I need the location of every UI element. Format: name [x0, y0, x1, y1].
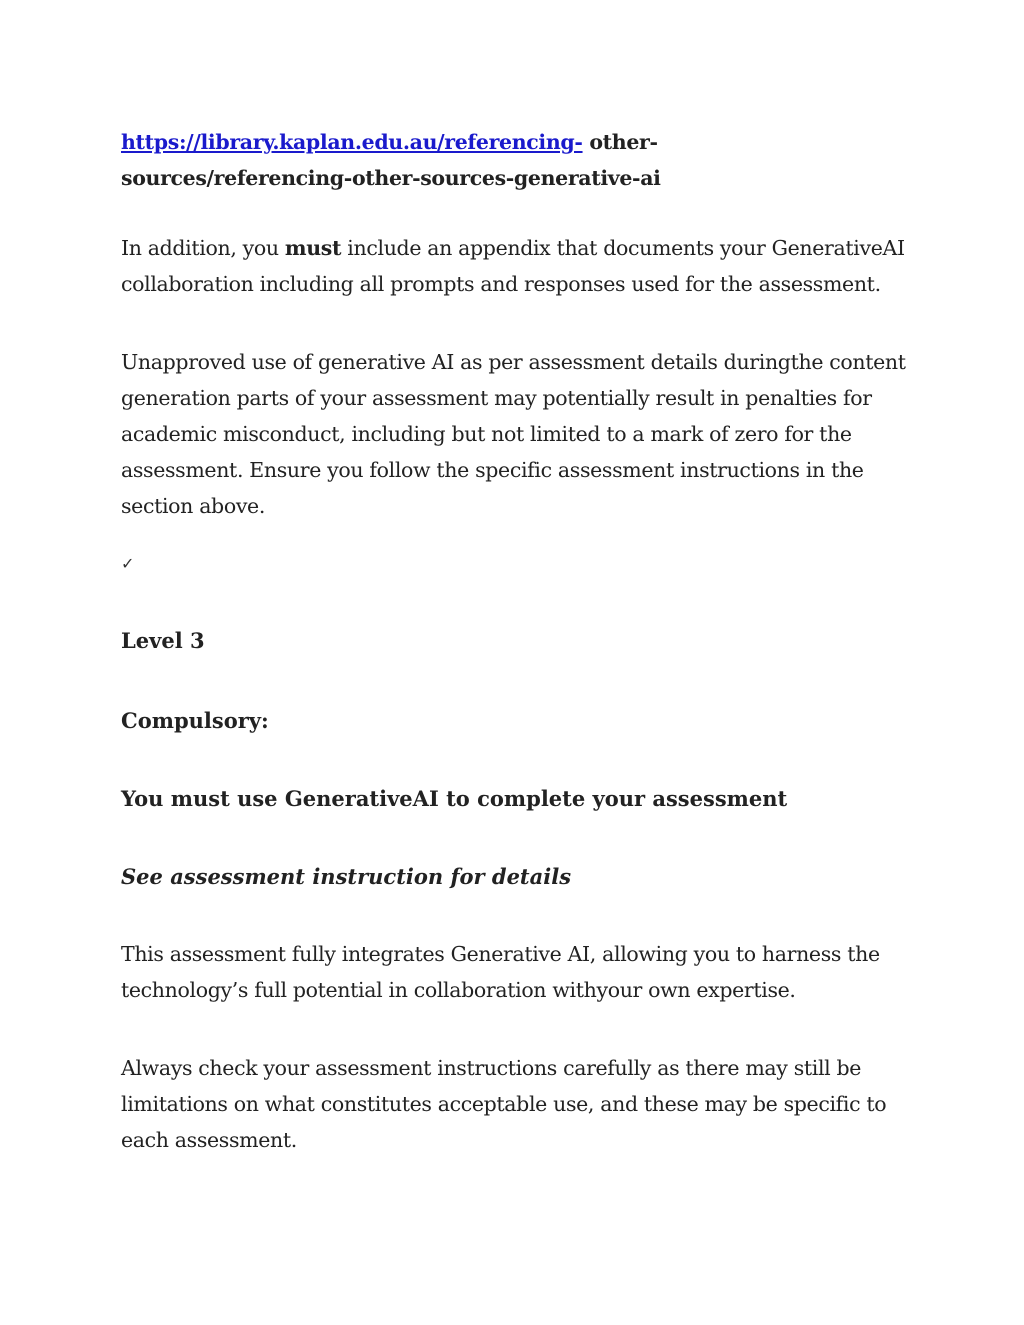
- appendix-text-before: In addition, you: [121, 236, 285, 260]
- referencing-link[interactable]: https://library.kaplan.edu.au/referencing-: [121, 130, 583, 154]
- appendix-text-after: include an appendix that documents your GenerativeAI collaboration including all prompts and responses used for the assessment.: [121, 236, 905, 296]
- check-instructions-paragraph: Always check your assessment instructions carefully as there may still be limitations on what constitutes acceptable use, and these may be specific to each assessment.: [121, 1056, 887, 1152]
- document-page: [121, 124, 911, 1158]
- checkmark-icon: ✓: [121, 554, 135, 573]
- compulsory-heading: Compulsory:: [121, 708, 269, 733]
- reference-rest-line2: sources/referencing-other-sources-generative-ai: [121, 166, 661, 190]
- reference-rest-line1: other-: [589, 130, 658, 154]
- appendix-emphasis: must: [284, 236, 342, 260]
- unapproved-use-paragraph: Unapproved use of generative AI as per assessment details duringthe content generation parts of your assessment may potentially result in penalties for academic misconduct, including but not limited to a mark of zero for the assessment. Ensure you follow the specific assessment instructions in the section above.: [121, 350, 906, 518]
- must-use-heading: You must use GenerativeAI to complete your assessment: [121, 786, 788, 811]
- level-heading: Level 3: [121, 628, 205, 653]
- see-instruction-heading: See assessment instruction for details: [121, 864, 572, 889]
- appendix-paragraph: [121, 230, 911, 302]
- integration-paragraph: This assessment fully integrates Generative AI, allowing you to harness the technology’s full potential in collaboration withyour own expertise.: [121, 942, 880, 1002]
- reference-line: [121, 124, 911, 196]
